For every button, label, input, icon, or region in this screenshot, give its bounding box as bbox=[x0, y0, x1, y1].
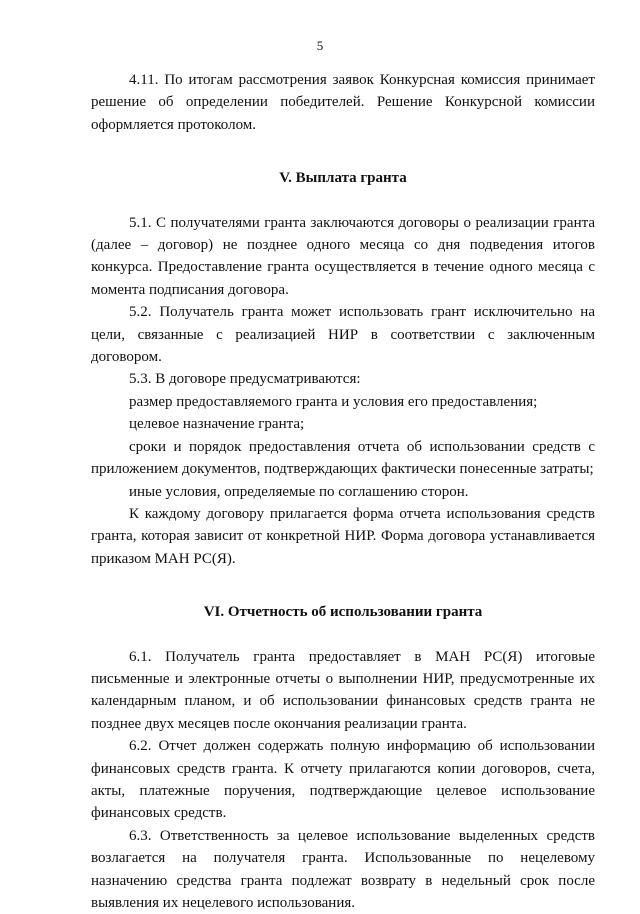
paragraph-6-3: 6.3. Ответственность за целевое использование выделенных средств возлагается на получателя гранта. Использованные по нецелевому назначению средства гранта подлежат возврату в недельный срок после выявления их нецелевого использования. bbox=[91, 827, 595, 911]
paragraph-5-3: 5.3. В договоре предусматриваются: bbox=[129, 371, 361, 388]
section-heading-vi: VI. Отчетность об использовании гранта bbox=[203, 604, 483, 621]
contract-term-other: иные условия, определяемые по соглашению сторон. bbox=[129, 483, 469, 500]
contract-term-purpose: целевое назначение гранта; bbox=[129, 416, 305, 433]
paragraph-report-form: К каждому договору прилагается форма отчета использования средств гранта, которая зависит от конкретной НИР. Форма договора устанавливается приказом МАН РС(Я). bbox=[91, 505, 595, 567]
page-number: 5 bbox=[316, 38, 324, 53]
paragraph-6-2: 6.2. Отчет должен содержать полную информацию об использовании финансовых средств гранта. К отчету прилагаются копии договоров, счета, акты, платежные поручения, подтверждающие целевое использование финансовых средств. bbox=[91, 738, 595, 822]
paragraph-4-11: 4.11. По итогам рассмотрения заявок Конкурсная комиссия принимает решение об определении победителей. Решение Конкурсной комиссии оформляется протоколом. bbox=[91, 72, 595, 133]
contract-term-reporting: сроки и порядок предоставления отчета об использовании средств с приложением документов, подтверждающих фактически понесенные затраты; bbox=[91, 438, 595, 478]
paragraph-6-1: 6.1. Получатель гранта предоставляет в МАН РС(Я) итоговые письменные и электронные отчеты о выполнении НИР, предусмотренные их календарным планом, и об использовании финансовых средств гранта не позднее двух месяцев после окончания реализации гранта. bbox=[91, 648, 595, 732]
document-body bbox=[91, 69, 595, 914]
section-heading-v: V. Выплата гранта bbox=[279, 170, 407, 187]
contract-term-grant-size: размер предоставляемого гранта и условия его предоставления; bbox=[129, 393, 538, 410]
paragraph-5-2: 5.2. Получатель гранта может использовать грант исключительно на цели, связанные с реализацией НИР в соответствии с заключенным договором. bbox=[91, 304, 595, 366]
paragraph-5-1: 5.1. С получателями гранта заключаются договоры о реализации гранта (далее – договор) не позднее одного месяца со дня подведения итогов конкурса. Предоставление гранта осуществляется в течение одного месяца с момента подписания договора. bbox=[91, 214, 595, 298]
